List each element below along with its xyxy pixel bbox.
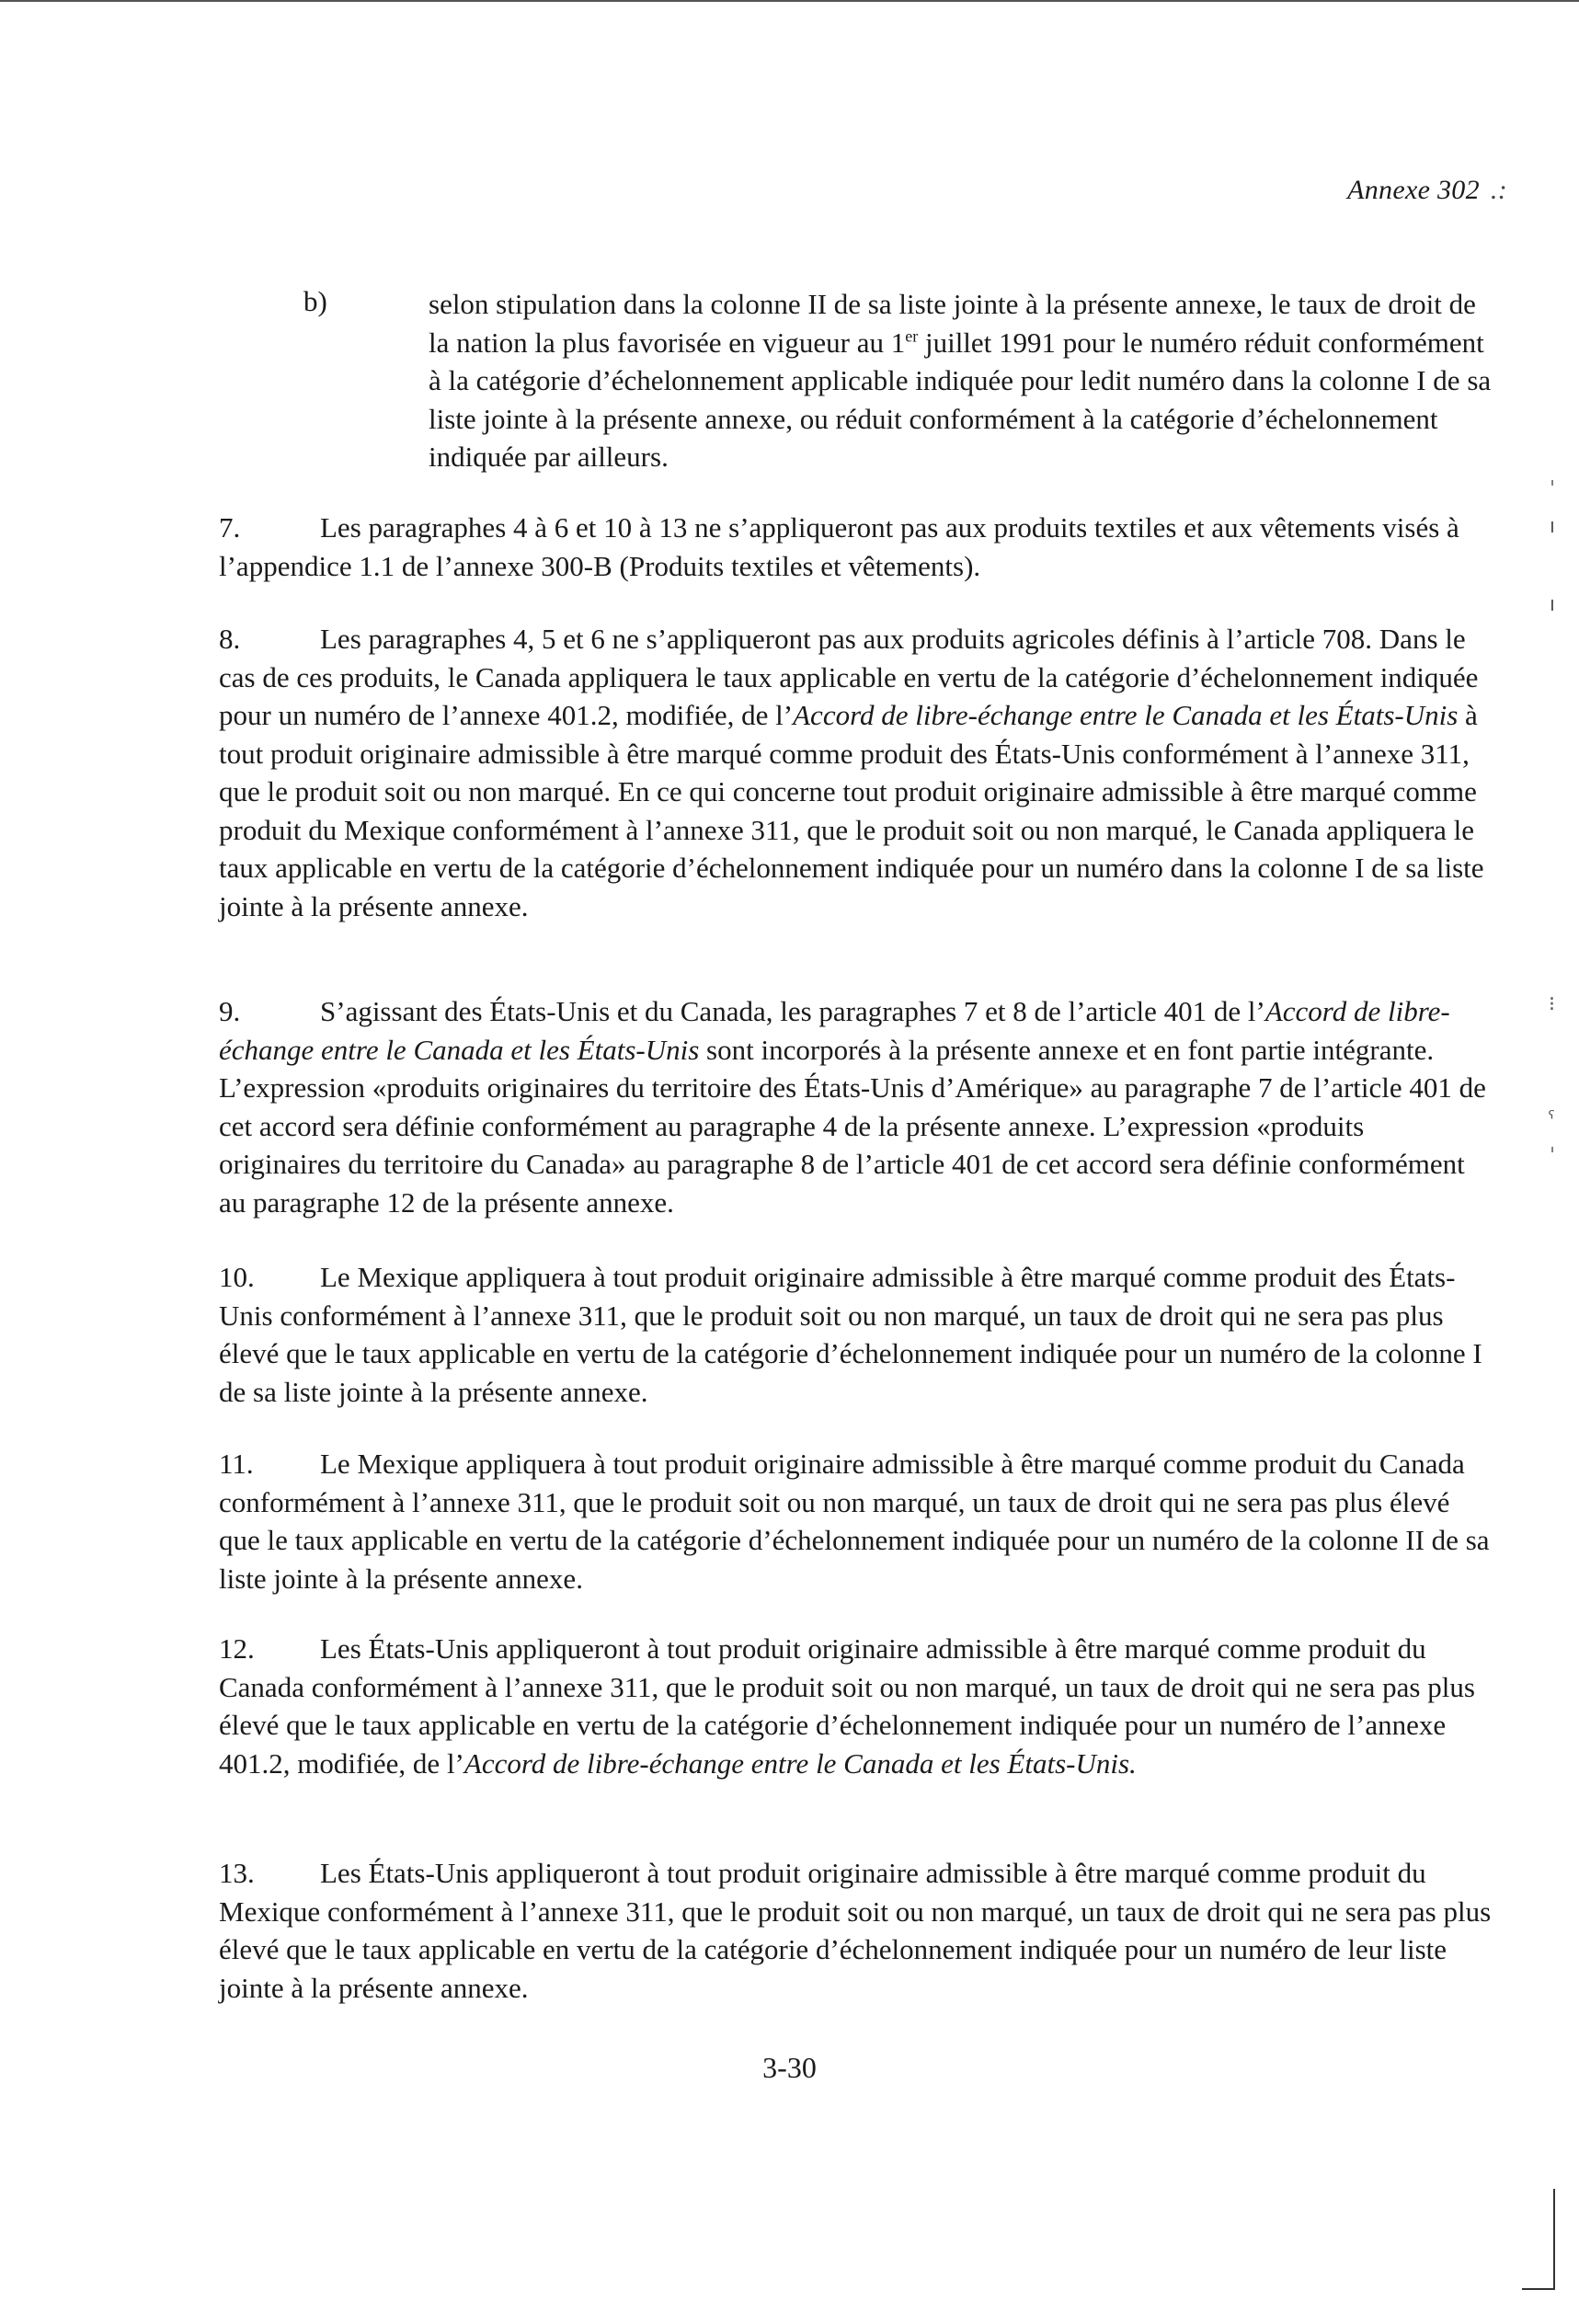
- scan-speck: ˈ: [1549, 1145, 1555, 1168]
- paragraph-8: [219, 620, 1493, 925]
- superscript-er: er: [905, 326, 919, 346]
- scan-speck: ˁ: [1547, 1108, 1555, 1131]
- paragraph-text-cont: sont incorporés à la présente annexe et en font partie intégrante. L’expression «produits originaires du territoire des États-Unis d’Amérique» au paragraphe 7 de l’article 401 de cet accord sera définie conformément au paragraphe 4 de la présente annexe. L’expression «produits originaires du territoire du Canada» au paragraphe 8 de l’article 401 de cet accord sera définie conformément au paragraphe 12 de la présente annexe.: [219, 1033, 1486, 1219]
- page-number: 3-30: [762, 2051, 817, 2084]
- paragraph-text: Les États-Unis appliqueront à tout produit originaire admissible à être marqué comme produit du Canada conformément à l’annexe 311, que le produit soit ou non marqué, un taux de droit qui ne sera pas plus élevé que le taux applicable en vertu de la catégorie d’échelonnement indiquée pour un numéro de l’annexe 401.2, modifiée, de l’: [219, 1632, 1475, 1780]
- paragraph-text: S’agissant des États-Unis et du Canada, les paragraphes 7 et 8 de l’article 401 de l’: [320, 995, 1265, 1027]
- paragraph-13: [219, 1854, 1493, 2007]
- page-header: [1347, 175, 1507, 206]
- agreement-title: Accord de libre-échange entre le Canada et les États-Unis: [793, 699, 1459, 731]
- sub-item-b: [429, 285, 1495, 476]
- agreement-title: Accord de libre-échange entre le Canada et les États-Unis.: [463, 1746, 1137, 1780]
- agreement-title: Accord de libre-échange entre le Canada et les États-Unis: [219, 995, 1450, 1066]
- header-scan-mark: .:: [1490, 175, 1507, 205]
- paragraph-text: Le Mexique appliquera à tout produit originaire admissible à être marqué comme produit des États-Unis conformément à l’annexe 311, que le produit soit ou non marqué, un taux de droit qui ne sera pas plus élevé que le taux applicable en vertu de la catégorie d’échelonnement indiquée pour un numéro de la colonne I de sa liste jointe à la présente annexe.: [219, 1261, 1482, 1408]
- paragraph-number: 12.: [219, 1632, 255, 1665]
- sub-item-text-a: selon stipulation dans la colonne II de sa liste jointe à la présente annexe, le taux de droit de la nation la plus favorisée en vigueur au 1: [429, 288, 1476, 359]
- paragraph-11: [219, 1445, 1493, 1597]
- scan-top-edge: [0, 0, 1579, 2]
- scan-edge-line: [1553, 2189, 1555, 2290]
- paragraph-text: Le Mexique appliquera à tout produit originaire admissible à être marqué comme produit du Canada conformément à l’annexe 311, que le produit soit ou non marqué, un taux de droit qui ne sera pas plus élevé que le taux applicable en vertu de la catégorie d’échelonnement indiquée pour un numéro de la colonne II de sa liste jointe à la présente annexe.: [219, 1448, 1490, 1595]
- paragraph-number: 7.: [219, 511, 241, 544]
- scan-edge-line: [1522, 2288, 1555, 2290]
- paragraph-number: 13.: [219, 1857, 255, 1889]
- paragraph-7: [219, 509, 1493, 585]
- paragraph-number: 10.: [219, 1261, 255, 1293]
- scan-speck: ı: [1549, 515, 1555, 538]
- scan-speck: ˈ: [1549, 478, 1555, 501]
- paragraph-number: 11.: [219, 1448, 254, 1480]
- annex-title: Annexe 302: [1347, 175, 1480, 205]
- paragraph-number: 9.: [219, 995, 241, 1027]
- sub-item-label: b): [303, 285, 327, 317]
- paragraph-text: Les paragraphes 4, 5 et 6 ne s’appliqueront pas aux produits agricoles définis à l’article 708. Dans le cas de ces produits, le Canada appliquera le taux applicable en vertu de la catégorie d’échelonnement indiquée pour un numéro de l’annexe 401.2, modifiée, de l’: [219, 623, 1479, 731]
- sub-item-text-b: juillet 1991 pour le numéro réduit conformément à la catégorie d’échelonnement applicable indiquée pour ledit numéro dans la colonne I de sa liste jointe à la présente annexe, ou réduit conformément à la catégorie d’échelonnement indiquée par ailleurs.: [429, 326, 1492, 473]
- paragraph-text-cont: à tout produit originaire admissible à être marqué comme produit des États-Unis conformément à l’annexe 311, que le produit soit ou non marqué. En ce qui concerne tout produit originaire admissible à être marqué comme produit du Mexique conformément à l’annexe 311, que le produit soit ou non marqué, le Canada appliquera le taux applicable en vertu de la catégorie d’échelonnement indiquée pour un numéro dans la colonne I de sa liste jointe à la présente annexe.: [219, 699, 1484, 922]
- paragraph-9: [219, 992, 1493, 1221]
- paragraph-text: Les États-Unis appliqueront à tout produit originaire admissible à être marqué comme produit du Mexique conformément à l’annexe 311, que le produit soit ou non marqué, un taux de droit qui ne sera pas plus élevé que le taux applicable en vertu de la catégorie d’échelonnement indiquée pour un numéro de leur liste jointe à la présente annexe.: [219, 1857, 1492, 2004]
- paragraph-12: [219, 1630, 1493, 1782]
- scan-speck: ⁝: [1549, 993, 1555, 1016]
- scan-speck: ı: [1549, 593, 1555, 616]
- paragraph-10: [219, 1258, 1493, 1411]
- paragraph-text: Les paragraphes 4 à 6 et 10 à 13 ne s’appliqueront pas aux produits textiles et aux vêtements visés à l’appendice 1.1 de l’annexe 300-B (Produits textiles et vêtements).: [219, 511, 1459, 582]
- paragraph-number: 8.: [219, 623, 241, 655]
